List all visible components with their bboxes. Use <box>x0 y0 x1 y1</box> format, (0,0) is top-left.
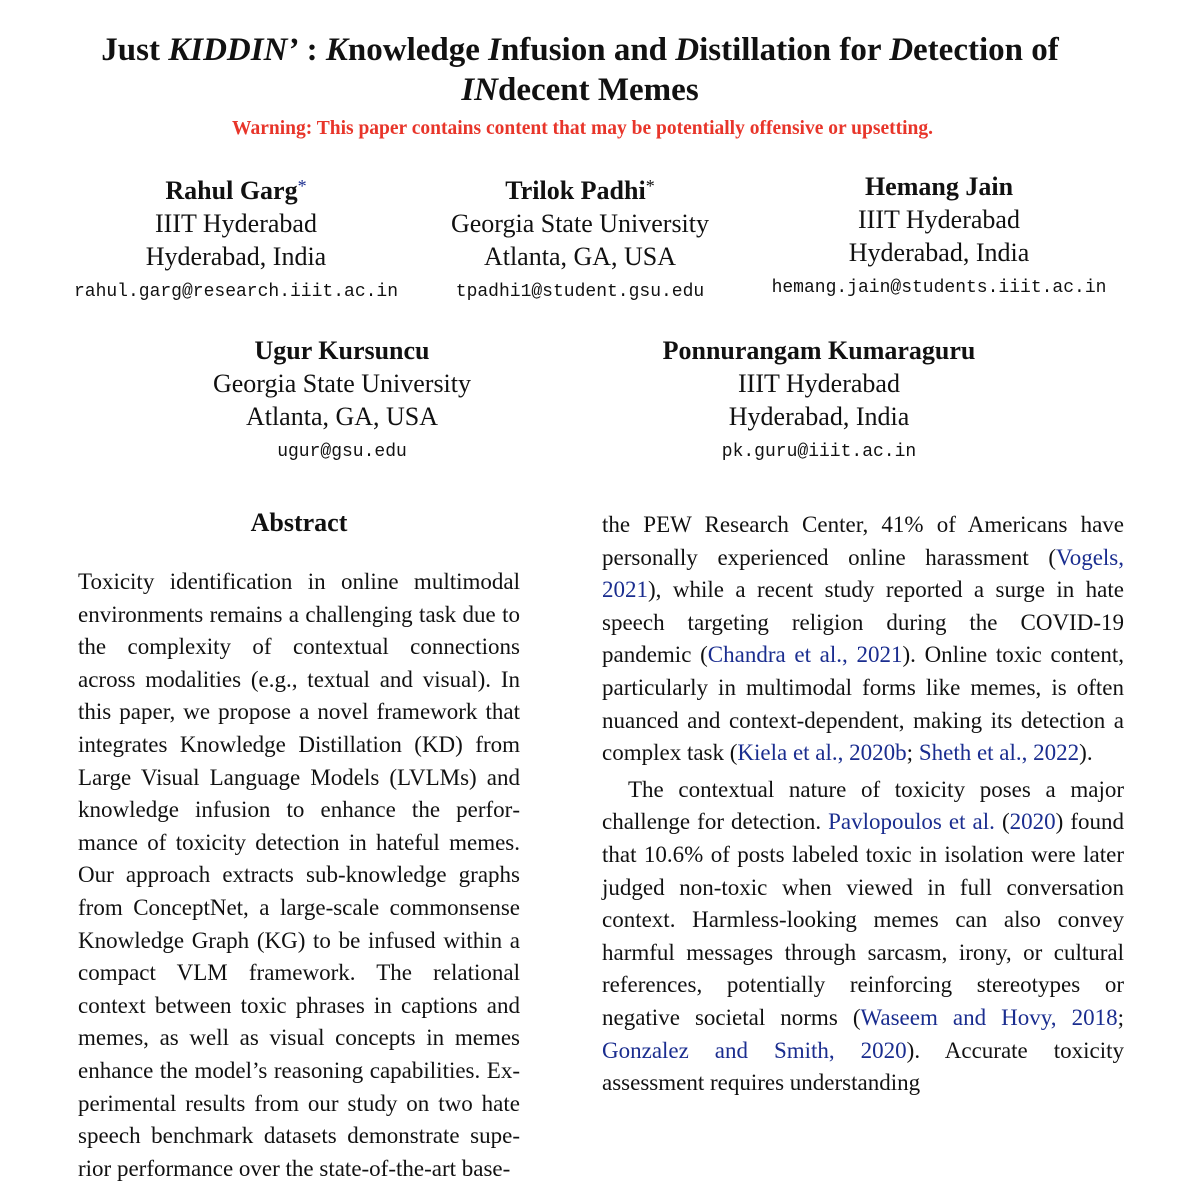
author-name: Trilok Padhi* <box>505 176 655 205</box>
abstract-text: Toxicity identification in online multimodal environments remains a challenging task due to the complexity of contextual connections across modalities (e.g., textual and visual). In this paper, we propose a novel framework that integrates Knowledge Distillation (KD) from Large Visual Language Models (LVLMs) and knowledge infusion to enhance the performance of toxicity detection in hateful memes. Our approach extracts sub-knowledge graphs from ConceptNet, a large-scale commonsense Knowledge Graph (KG) to be infused within a compact VLM framework. The relational context between toxic phrases in captions and memes, as well as visual concepts in memes enhance the model’s reasoning capabilities. Experimental results from our study on two hate speech benchmark datasets demonstrate superior performance over the state-of-the-art base- <box>78 569 520 1181</box>
citation-link[interactable]: Waseem and Hovy, 2018 <box>860 1004 1118 1030</box>
author-block <box>772 170 1107 299</box>
author-affiliation: Georgia State University <box>212 369 472 398</box>
author-location: Hyderabad, India <box>848 238 1030 267</box>
content-warning: Warning: This paper contains content that may be potentially offensive or upsetting. <box>232 118 933 139</box>
author-location: Hyderabad, India <box>728 402 910 431</box>
body-paragraph: The contextual nature of toxicity poses a major challenge for detection. Pavlopoulos et al. (2020) found that 10.6% of posts labeled toxic in isolation were later judged non-toxic when viewed in full conversation context. Harmless-looking memes can also convey harmful messages through sarcasm, irony, or cultural references, potentially reinforcing stereotypes or negative societal norms (Waseem and Hovy, 2018; Gonzalez and Smith, 2020). Accurate toxicity assessment requires understanding <box>602 776 1124 1096</box>
author-block <box>74 170 398 303</box>
author-email[interactable]: rahul.garg@research.iiit.ac.in <box>73 282 399 302</box>
author-location: Hyderabad, India <box>145 242 327 271</box>
author-block <box>213 334 471 463</box>
author-name: Rahul Garg* <box>165 176 307 205</box>
citation-link[interactable]: 2020 <box>1009 809 1056 835</box>
author-email[interactable]: pk.guru@iiit.ac.in <box>721 442 917 462</box>
author-email[interactable]: tpadhi1@student.gsu.edu <box>455 282 705 302</box>
author-email[interactable]: ugur@gsu.edu <box>277 442 407 462</box>
body-column <box>602 509 1124 1100</box>
author-affiliation: IIIT Hyderabad <box>858 205 1020 234</box>
citation-link[interactable]: Pavlopoulos et al. <box>828 809 995 835</box>
author-affiliation: IIIT Hyderabad <box>738 369 900 398</box>
author-name: Hemang Jain <box>864 172 1014 201</box>
author-name: Ponnurangam Kumaraguru <box>662 336 976 365</box>
body-paragraph: the PEW Research Center, 41% of Americans have personally experienced online harassment (Vogels, 2021), while a recent study reported a surge in hate speech targeting religion during the COVID-19 pandemic (Chandra et al., 2021). Online toxic content, particularly in multimodal forms like memes, is often nuanced and context-dependent, making its detection a complex task (Kiela et al., 2020b; Sheth et al., 2022). <box>602 512 1124 766</box>
abstract-column <box>78 566 520 1185</box>
author-affiliation: Georgia State University <box>450 209 710 238</box>
author-email[interactable]: hemang.jain@students.iiit.ac.in <box>771 278 1107 298</box>
equal-contribution-mark: * <box>645 176 655 196</box>
title-line-1: Just KIDDIN’ : Knowledge Infusion and Distillation for Detection of <box>101 32 1059 68</box>
author-block <box>663 334 976 463</box>
paper-title <box>0 30 1160 110</box>
author-location: Atlanta, GA, USA <box>245 402 439 431</box>
author-name: Ugur Kursuncu <box>254 336 430 365</box>
author-location: Atlanta, GA, USA <box>483 242 677 271</box>
title-line-2: INdecent Memes <box>461 72 699 108</box>
citation-link[interactable]: Vogels, 2021 <box>602 544 1124 603</box>
equal-contribution-mark[interactable]: * <box>297 176 307 196</box>
citation-link[interactable]: Chandra et al., 2021 <box>707 642 903 668</box>
author-block <box>451 170 709 303</box>
author-affiliation: IIIT Hyderabad <box>155 209 317 238</box>
abstract-heading: Abstract <box>250 508 348 537</box>
citation-link[interactable]: Kiela et al., 2020b <box>737 740 907 766</box>
citation-link[interactable]: Sheth et al., 2022 <box>918 740 1080 766</box>
citation-link[interactable]: Gonzalez and Smith, 2020 <box>602 1037 907 1063</box>
